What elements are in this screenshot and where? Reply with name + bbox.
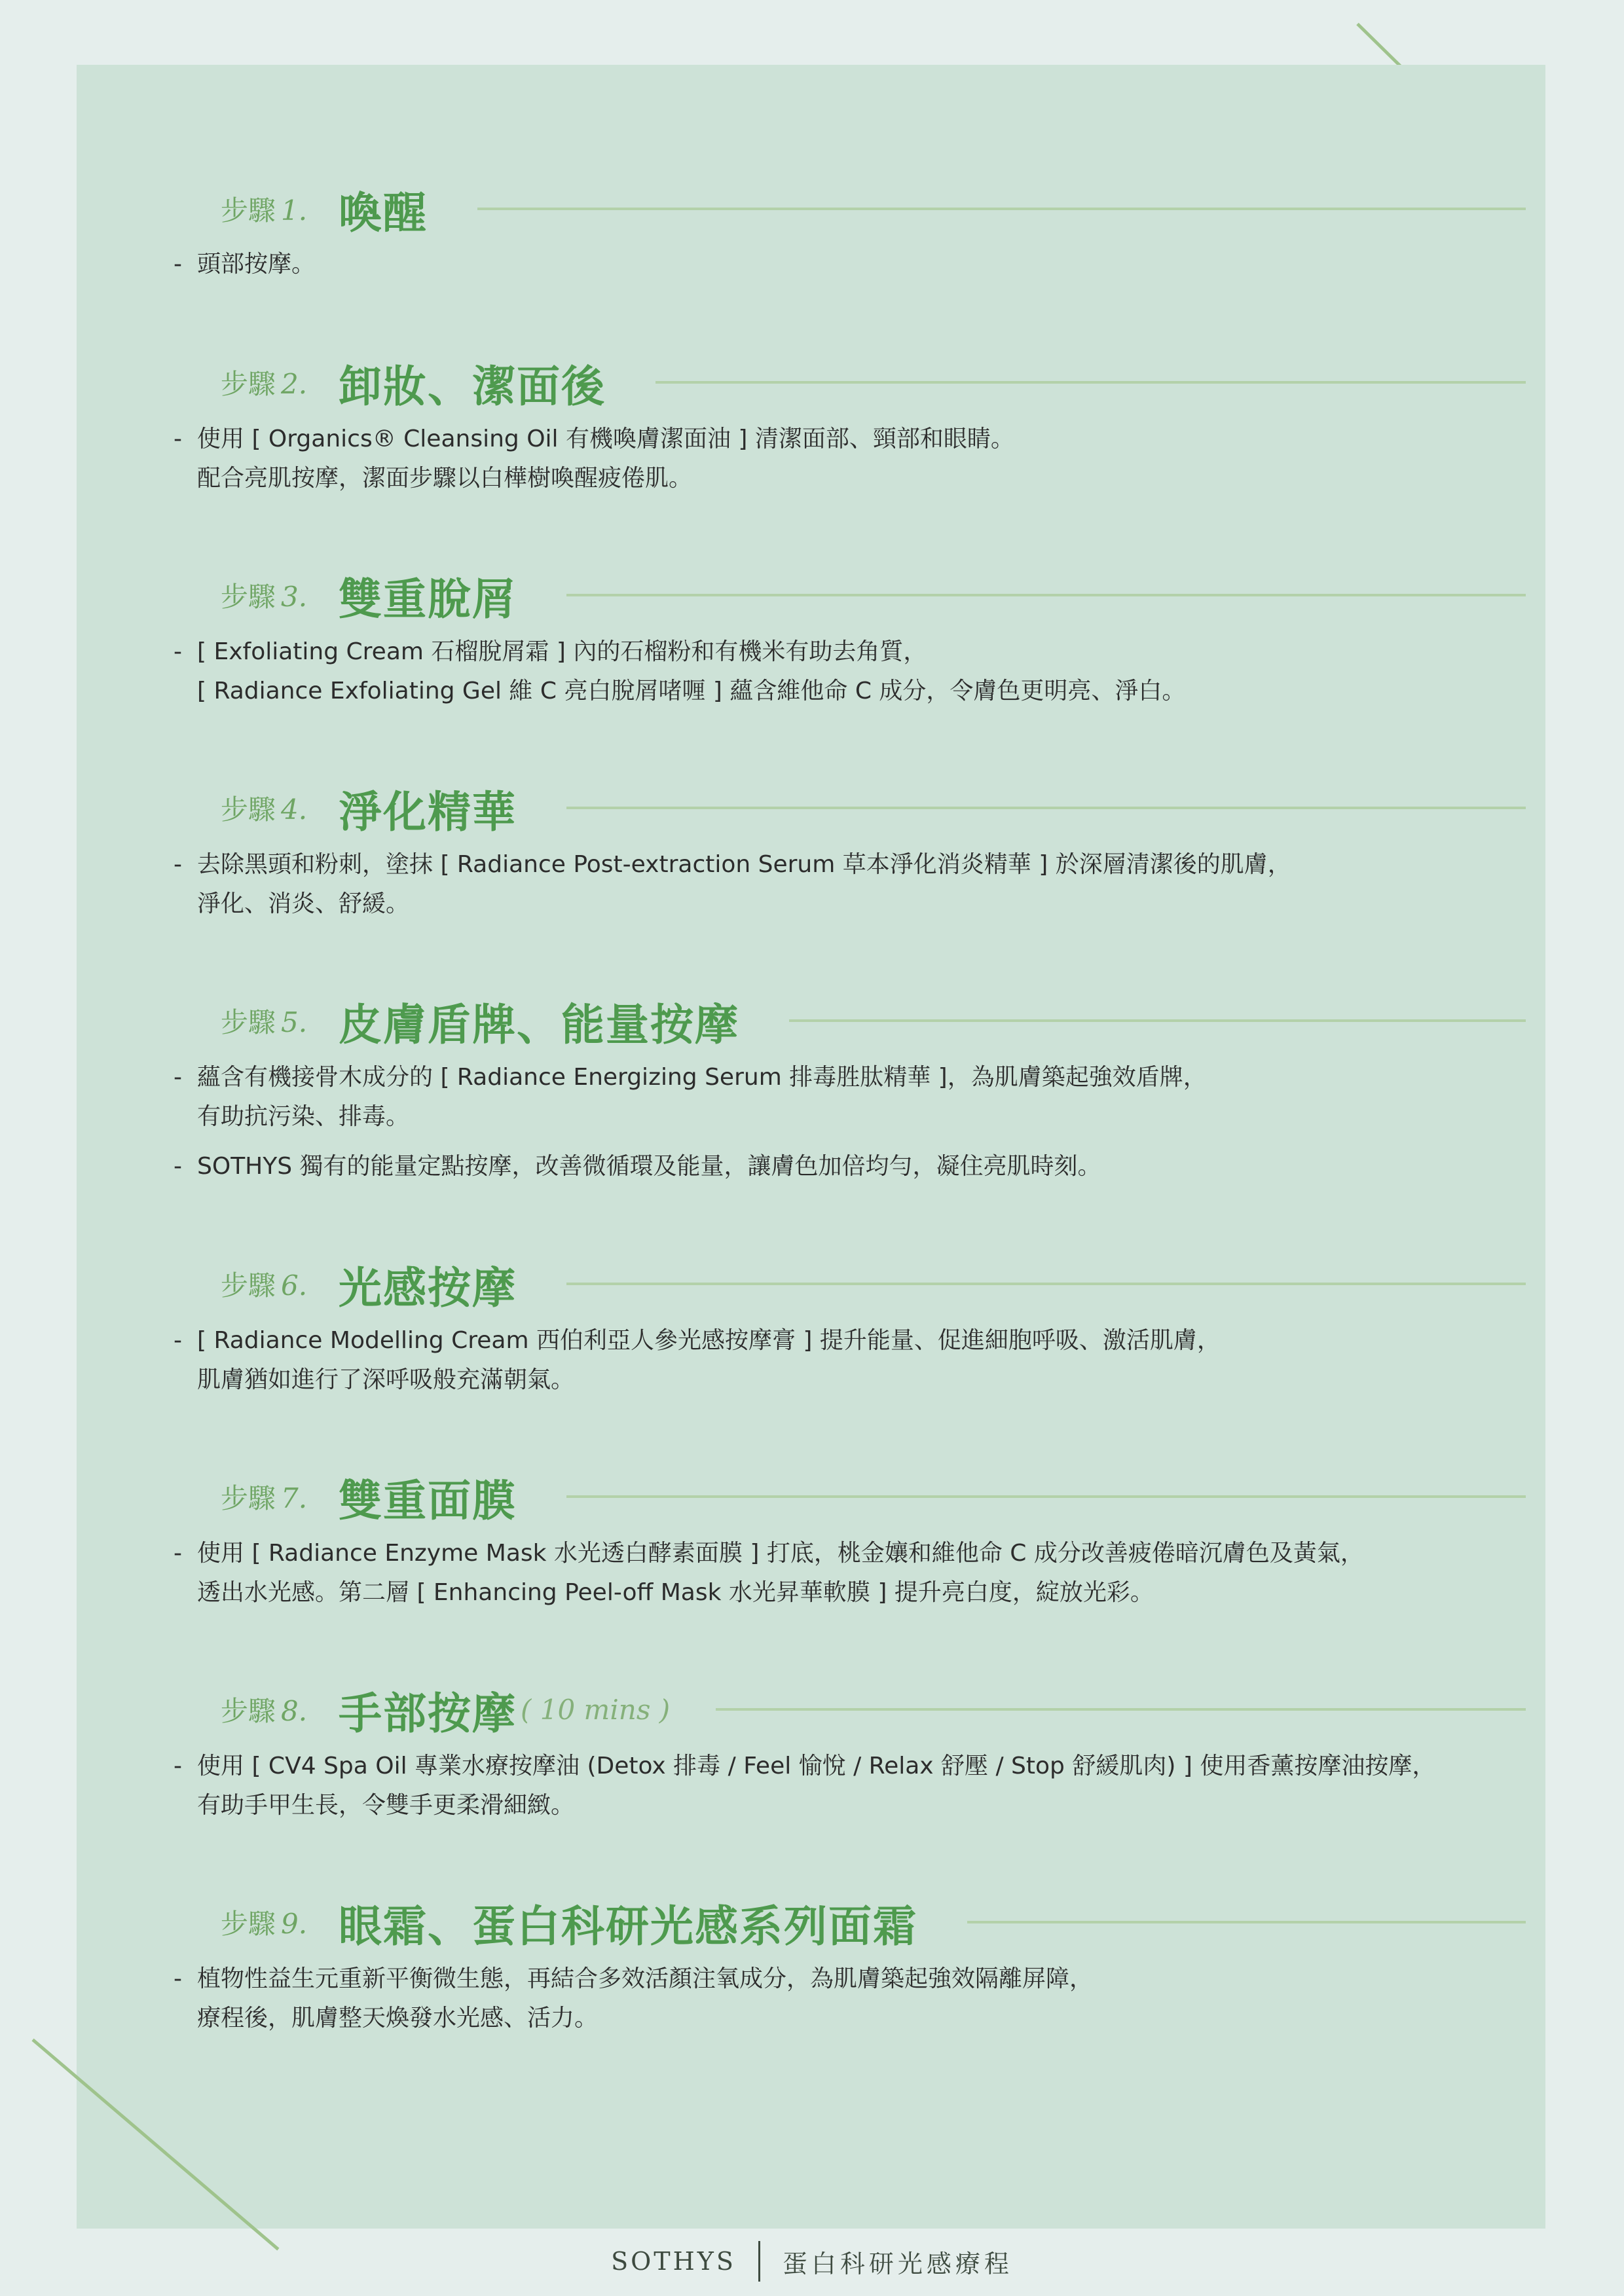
step-6-line-1: [ Radiance Modelling Cream 西伯利亞人參光感按摩膏 ] 提升能量、促進細胞呼吸、激活肌膚， — [197, 1327, 1221, 1354]
step-8-header — [221, 1680, 1526, 1739]
step-5-title: 皮膚盾牌、能量按摩 — [339, 999, 739, 1050]
step-1-rule — [477, 208, 1526, 210]
step-4-header — [221, 778, 1526, 837]
step-8-bullet: - 使用 [ CV4 Spa Oil 專業水療按摩油 (Detox 排毒 / Feel 愉悅 / Relax 舒壓 / Stop 舒緩肌肉) ] 使用香薰按摩油按摩， 有助手甲生長，令雙手更柔滑細緻。 — [174, 1747, 1536, 1825]
step-4-rule — [566, 807, 1526, 809]
step-8-line-1: 使用 [ CV4 Spa Oil 專業水療按摩油 (Detox 排毒 / Feel 愉悅 / Relax 舒壓 / Stop 舒緩肌肉) ] 使用香薰按摩油按摩， — [197, 1753, 1436, 1779]
step-7-bullet: - 使用 [ Radiance Enzyme Mask 水光透白酵素面膜 ] 打底，桃金孃和維他命 C 成分改善疲倦暗沉膚色及黃氣， 透出水光感。第二層 [ Enhancing Peel-off Mask 水光昇華軟膜 ] 提升亮白度，綻放光彩。 — [174, 1534, 1536, 1613]
step-6-body — [174, 1321, 1536, 1400]
step-7-line-2: 透出水光感。第二層 [ Enhancing Peel-off Mask 水光昇華軟膜 ] 提升亮白度，綻放光彩。 — [197, 1579, 1154, 1606]
step-3-bullet: - [ Exfoliating Cream 石榴脫屑霜 ] 內的石榴粉和有機米有助去角質， [ Radiance Exfoliating Gel 維 C 亮白脫屑啫喱 ] 蘊含維他命 C 成分，令膚色更明亮、淨白。 — [174, 632, 1536, 711]
step-5-bullet-2: - SOTHYS 獨有的能量定點按摩，改善微循環及能量，讓膚色加倍均勻，凝住亮肌時刻。 — [174, 1147, 1536, 1186]
step-1-body — [174, 245, 1536, 284]
step-1-bullet: - 頭部按摩。 — [174, 245, 1536, 284]
step-7-header — [221, 1467, 1526, 1526]
step-1-title: 喚醒 — [339, 187, 428, 238]
step-7-label: 步驟 7. — [221, 1482, 308, 1514]
step-9-bullet: - 植物性益生元重新平衡微生態，再結合多效活顏注氧成分，為肌膚築起強效隔離屏障， 療程後，肌膚整天煥發水光感、活力。 — [174, 1959, 1536, 2038]
footer-divider — [758, 2241, 760, 2282]
step-8-line-2: 有助手甲生長，令雙手更柔滑細緻。 — [197, 1792, 575, 1819]
step-8-rule — [716, 1708, 1526, 1711]
step-7-rule — [566, 1495, 1526, 1498]
step-8-label: 步驟 8. — [221, 1695, 308, 1727]
step-5-label: 步驟 5. — [221, 1006, 308, 1038]
step-5-body — [174, 1058, 1536, 1186]
step-9-line-1: 植物性益生元重新平衡微生態，再結合多效活顏注氧成分，為肌膚築起強效隔離屏障， — [197, 1965, 1094, 1992]
step-9-body — [174, 1959, 1536, 2038]
step-1-label: 步驟 1. — [221, 194, 308, 227]
step-3-line-2: [ Radiance Exfoliating Gel 維 C 亮白脫屑啫喱 ] 蘊含維他命 C 成分，令膚色更明亮、淨白。 — [197, 678, 1186, 704]
footer-tagline: 蛋白科研光感療程 — [782, 2249, 1013, 2278]
step-4-label: 步驟 4. — [221, 793, 308, 826]
step-1-header — [221, 179, 1526, 238]
step-4-body — [174, 845, 1536, 924]
content-panel — [77, 65, 1545, 2229]
step-4-title: 淨化精華 — [339, 786, 517, 837]
step-5-bullet-1: - 蘊含有機接骨木成分的 [ Radiance Energizing Serum 排毒胜肽精華 ]，為肌膚築起強效盾牌， 有助抗污染、排毒。 — [174, 1058, 1536, 1137]
step-9-label: 步驟 9. — [221, 1908, 308, 1940]
step-8-title: 手部按摩 — [339, 1688, 517, 1739]
step-5-line-3: SOTHYS 獨有的能量定點按摩，改善微循環及能量，讓膚色加倍均勻，凝住亮肌時刻。 — [197, 1153, 1101, 1180]
step-8-body — [174, 1747, 1536, 1825]
step-2-header — [221, 353, 1526, 412]
step-4-line-1: 去除黑頭和粉刺，塗抹 [ Radiance Post-extraction Serum 草本淨化消炎精華 ] 於深層清潔後的肌膚， — [197, 851, 1291, 878]
step-2-bullet: - 使用 [ Organics® Cleansing Oil 有機喚膚潔面油 ] 清潔面部、頸部和眼睛。 配合亮肌按摩，潔面步驟以白樺樹喚醒疲倦肌。 — [174, 420, 1536, 498]
step-6-label: 步驟 6. — [221, 1269, 308, 1302]
step-2-title: 卸妝、潔面後 — [339, 361, 606, 412]
footer — [0, 2238, 1624, 2285]
step-1-line-1: 頭部按摩。 — [197, 251, 316, 278]
step-6-line-2: 肌膚猶如進行了深呼吸般充滿朝氣。 — [197, 1366, 575, 1393]
step-2-line-2: 配合亮肌按摩，潔面步驟以白樺樹喚醒疲倦肌。 — [197, 465, 693, 492]
step-3-rule — [566, 594, 1526, 596]
footer-brand: SOTHYS — [611, 2247, 736, 2276]
step-6-title: 光感按摩 — [339, 1262, 517, 1313]
step-3-label: 步驟 3. — [221, 581, 308, 613]
step-5-line-2: 有助抗污染、排毒。 — [197, 1103, 410, 1130]
step-3-body — [174, 632, 1536, 711]
step-7-title: 雙重面膜 — [339, 1475, 517, 1526]
step-5-header — [221, 991, 1526, 1050]
step-6-header — [221, 1254, 1526, 1313]
step-4-bullet: - 去除黑頭和粉刺，塗抹 [ Radiance Post-extraction Serum 草本淨化消炎精華 ] 於深層清潔後的肌膚， 淨化、消炎、舒緩。 — [174, 845, 1536, 924]
step-3-header — [221, 566, 1526, 625]
step-9-line-2: 療程後，肌膚整天煥發水光感、活力。 — [197, 2005, 599, 2032]
step-6-rule — [566, 1283, 1526, 1285]
step-5-line-1: 蘊含有機接骨木成分的 [ Radiance Energizing Serum 排毒胜肽精華 ]，為肌膚築起強效盾牌， — [197, 1064, 1207, 1091]
step-9-title: 眼霜、蛋白科研光感系列面霜 — [339, 1901, 917, 1952]
step-9-rule — [967, 1921, 1526, 1923]
step-7-line-1: 使用 [ Radiance Enzyme Mask 水光透白酵素面膜 ] 打底，桃金孃和維他命 C 成分改善疲倦暗沉膚色及黃氣， — [197, 1540, 1364, 1567]
step-4-line-2: 淨化、消炎、舒緩。 — [197, 890, 410, 917]
step-8-note: ( 10 mins ) — [521, 1693, 671, 1726]
step-2-label: 步驟 2. — [221, 368, 308, 400]
step-2-body — [174, 420, 1536, 498]
step-3-title: 雙重脫屑 — [339, 574, 517, 625]
step-7-body — [174, 1534, 1536, 1613]
step-9-header — [221, 1893, 1526, 1952]
step-2-rule — [655, 381, 1526, 384]
step-6-bullet: - [ Radiance Modelling Cream 西伯利亞人參光感按摩膏 ] 提升能量、促進細胞呼吸、激活肌膚， 肌膚猶如進行了深呼吸般充滿朝氣。 — [174, 1321, 1536, 1400]
step-5-rule — [789, 1019, 1526, 1022]
step-2-line-1: 使用 [ Organics® Cleansing Oil 有機喚膚潔面油 ] 清潔面部、頸部和眼睛。 — [197, 426, 1014, 452]
step-3-line-1: [ Exfoliating Cream 石榴脫屑霜 ] 內的石榴粉和有機米有助去角質， — [197, 638, 927, 665]
